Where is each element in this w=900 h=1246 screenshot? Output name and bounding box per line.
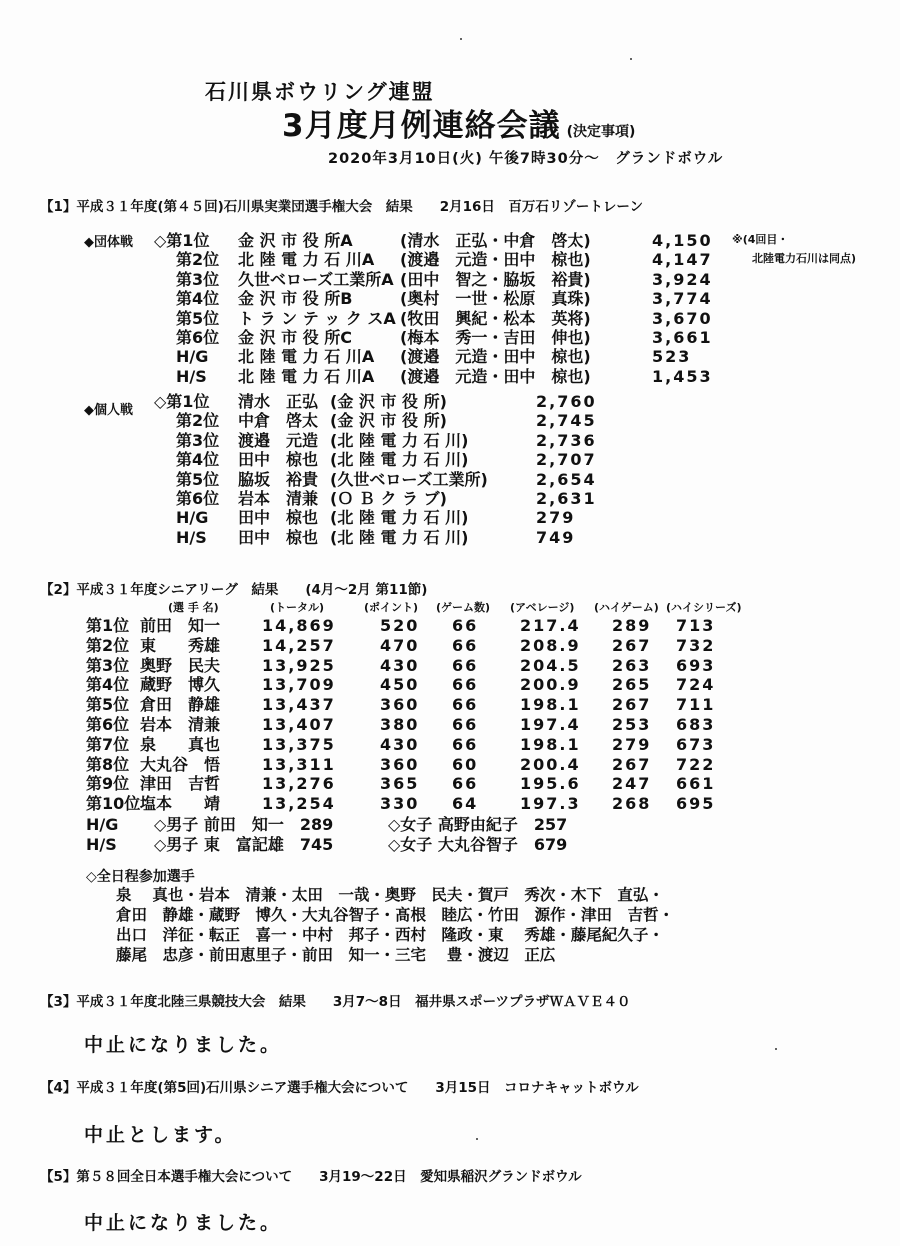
individual-team: (久世ベローズ工業所) — [330, 469, 488, 489]
team-name: 金 沢 市 役 所A — [238, 231, 353, 250]
league-points: 360 — [380, 695, 420, 715]
team-row — [154, 328, 734, 348]
league-column-header: (ハイシリーズ) — [666, 601, 742, 614]
league-player: 倉田 静雄 — [140, 695, 221, 715]
league-total: 13,276 — [262, 774, 336, 794]
individual-score: 2,631 — [536, 489, 597, 508]
participants-line-2: 倉田 静雄・蔵野 博久・大丸谷智子・髙根 睦広・竹田 源作・津田 吉哲・ — [116, 906, 675, 924]
section-3-body: 中止になりました。 — [84, 1034, 283, 1056]
league-rank: 第6位 — [86, 715, 130, 734]
section-5-heading: 【5】第５８回全日本選手権大会について 3月19～22日 愛知県稲沢グランドボウル — [40, 1169, 582, 1185]
individual-team: (北 陸 電 力 石 川) — [330, 450, 469, 470]
individual-row — [154, 470, 634, 490]
individual-row — [154, 392, 634, 412]
scan-speck — [476, 1138, 478, 1140]
league-total: 13,311 — [262, 754, 336, 774]
league-games: 66 — [452, 635, 479, 655]
league-total: 13,407 — [262, 715, 336, 734]
participants-line-3: 出口 洋征・転正 喜一・中村 邦子・西村 隆政・東 秀雄・藤尾紀久子・ — [116, 926, 664, 944]
league-high-game: 289 — [612, 616, 652, 635]
league-high-series: 713 — [676, 616, 716, 635]
team-members: (梅本 秀一・吉田 伸也) — [400, 328, 591, 347]
team-row — [154, 367, 734, 387]
league-player: 津田 吉哲 — [140, 774, 221, 794]
league-points: 360 — [380, 754, 420, 774]
league-rank: 第1位 — [86, 616, 130, 635]
league-row — [86, 774, 766, 794]
individual-name: 田中 椋也 — [238, 450, 319, 470]
individual-team: (北 陸 電 力 石 川) — [330, 508, 469, 528]
individual-rank: ◇第1位 — [154, 392, 210, 411]
league-high-series: 683 — [676, 715, 716, 734]
league-games: 64 — [452, 794, 479, 814]
team-members: (田中 智之・脇坂 裕貴) — [400, 269, 591, 289]
league-rank: 第3位 — [86, 655, 130, 675]
tie-note-1: ※(4回目・ — [732, 233, 789, 246]
team-score: 3,661 — [652, 328, 713, 347]
league-column-header: (アベレージ) — [510, 601, 575, 614]
league-points: 470 — [380, 635, 420, 655]
league-games: 66 — [452, 774, 479, 794]
team-name: 金 沢 市 役 所C — [238, 328, 353, 347]
team-score: 4,150 — [652, 231, 713, 250]
individual-team: (北 陸 電 力 石 川) — [330, 430, 469, 450]
document-title — [282, 100, 635, 145]
org-name: 石川県ボウリング連盟 — [205, 80, 435, 104]
league-total: 13,925 — [262, 655, 336, 675]
league-average: 198.1 — [520, 695, 581, 715]
team-rank: 第6位 — [176, 328, 220, 347]
team-members: (渡邉 元造・田中 椋也) — [400, 366, 591, 386]
individual-name: 田中 椋也 — [238, 508, 319, 528]
individual-name: 脇坂 裕貴 — [238, 469, 319, 489]
league-high-series: 724 — [676, 675, 716, 695]
individual-row — [154, 508, 634, 528]
individual-score: 2,654 — [536, 469, 597, 489]
league-high-game: 279 — [612, 734, 652, 754]
league-high-series: 711 — [676, 695, 716, 715]
league-average: 198.1 — [520, 734, 581, 754]
team-score: 523 — [652, 347, 692, 367]
league-high-series: 673 — [676, 734, 716, 754]
team-name: 久世ベローズ工業所A — [238, 269, 394, 289]
team-row — [154, 250, 734, 270]
team-row — [154, 231, 734, 251]
individual-rank: 第3位 — [176, 430, 220, 450]
individual-name: 清水 正弘 — [238, 392, 319, 411]
individual-row — [154, 411, 634, 431]
individual-row — [154, 431, 634, 451]
individual-score: 749 — [536, 527, 576, 547]
hg-female: ◇女子 高野由紀子 257 — [388, 815, 568, 834]
league-row — [86, 636, 766, 656]
league-points: 365 — [380, 774, 420, 794]
individual-team: (金 沢 市 役 所) — [330, 392, 447, 411]
team-name: 北 陸 電 力 石 川A — [238, 250, 375, 270]
league-average: 208.9 — [520, 635, 581, 655]
league-row — [86, 616, 766, 636]
league-player: 岩本 清兼 — [140, 715, 221, 734]
individual-team: (Ｏ Ｂ ク ラ ブ) — [330, 489, 447, 508]
team-rank: 第3位 — [176, 269, 220, 289]
team-score: 4,147 — [652, 250, 713, 270]
team-row — [154, 309, 734, 329]
individual-rank: H/S — [176, 527, 207, 547]
team-members: (奥村 一世・松原 真珠) — [400, 289, 591, 309]
league-games: 66 — [452, 616, 479, 635]
league-high-series: 661 — [676, 774, 716, 794]
team-rank: 第4位 — [176, 289, 220, 309]
league-total: 13,375 — [262, 734, 336, 754]
league-column-header: (トータル) — [270, 601, 325, 614]
league-column-header: (ハイゲーム) — [594, 601, 659, 614]
league-row — [86, 794, 766, 814]
individual-row — [154, 489, 634, 509]
league-rank: 第9位 — [86, 774, 130, 794]
section-2-heading: 【2】平成３１年度シニアリーグ 結果 (4月～2月 第11節) — [40, 582, 428, 598]
team-row — [154, 270, 734, 290]
league-average: 204.5 — [520, 655, 581, 675]
league-row — [86, 675, 766, 695]
league-player: 蔵野 博久 — [140, 675, 221, 695]
title-text: 3月度月例連絡会議 — [282, 108, 561, 144]
league-row — [86, 656, 766, 676]
league-row — [86, 695, 766, 715]
league-points: 430 — [380, 734, 420, 754]
individual-row — [154, 450, 634, 470]
individual-score: 2,707 — [536, 450, 597, 470]
hs-male: ◇男子 東 富記雄 745 — [154, 835, 334, 854]
league-total: 13,437 — [262, 695, 336, 715]
league-row — [86, 755, 766, 775]
league-player: 奥野 民夫 — [140, 655, 221, 675]
league-points: 380 — [380, 715, 420, 734]
individual-rank: 第5位 — [176, 469, 220, 489]
team-score: 3,924 — [652, 269, 713, 289]
hs-label: H/S — [86, 835, 117, 854]
individual-rank: H/G — [176, 508, 209, 528]
league-high-game: 267 — [612, 635, 652, 655]
individual-label: ◆個人戦 — [84, 403, 133, 418]
team-rank: 第2位 — [176, 250, 220, 270]
league-high-game: 247 — [612, 774, 652, 794]
team-score: 3,774 — [652, 289, 713, 309]
title-note: (決定事項) — [566, 124, 636, 140]
league-average: 195.6 — [520, 774, 581, 794]
league-high-game: 265 — [612, 675, 652, 695]
section-4-body: 中止とします。 — [84, 1124, 237, 1146]
individual-rank: 第6位 — [176, 489, 220, 508]
league-rank: 第5位 — [86, 695, 130, 715]
individual-team: (金 沢 市 役 所) — [330, 411, 447, 431]
league-high-series: 732 — [676, 635, 716, 655]
league-hs-row — [86, 835, 786, 855]
participants-line-4: 藤尾 忠彦・前田恵里子・前田 知一・三宅 豊・渡辺 正広 — [116, 946, 556, 964]
individual-row — [154, 528, 634, 548]
team-name: ト ラ ン テ ッ ク スA — [238, 308, 396, 328]
league-column-header: (ゲーム数) — [436, 601, 491, 614]
full-participants-label: ◇全日程参加選手 — [86, 869, 195, 885]
section-3-heading: 【3】平成３１年度北陸三県競技大会 結果 3月7～8日 福井県スポーツプラザＷＡＶＥ４０ — [40, 994, 631, 1010]
league-games: 60 — [452, 754, 479, 774]
individual-rank: 第2位 — [176, 411, 220, 431]
team-row — [154, 289, 734, 309]
league-games: 66 — [452, 715, 479, 734]
league-player: 大丸谷 悟 — [140, 754, 221, 774]
section-1-heading: 【1】平成３１年度(第４５回)石川県実業団選手権大会 結果 2月16日 百万石リゾートレーン — [40, 199, 644, 215]
individual-name: 田中 椋也 — [238, 527, 319, 547]
scan-speck — [775, 1048, 777, 1050]
team-rank: H/G — [176, 347, 209, 367]
section-5-body: 中止になりました。 — [84, 1212, 283, 1234]
individual-name: 岩本 清兼 — [238, 489, 319, 508]
individual-name: 中倉 啓太 — [238, 411, 319, 431]
league-games: 66 — [452, 695, 479, 715]
league-high-game: 263 — [612, 655, 652, 675]
league-hg-row — [86, 815, 786, 835]
scan-speck — [460, 38, 462, 40]
league-games: 66 — [452, 675, 479, 695]
league-average: 197.3 — [520, 794, 581, 814]
league-high-game: 267 — [612, 754, 652, 774]
league-player: 東 秀雄 — [140, 635, 221, 655]
league-rank: 第7位 — [86, 734, 130, 754]
league-row — [86, 735, 766, 755]
team-name: 金 沢 市 役 所B — [238, 289, 353, 309]
league-points: 330 — [380, 794, 420, 814]
league-row — [86, 715, 766, 735]
team-name: 北 陸 電 力 石 川A — [238, 366, 375, 386]
league-rank: 第8位 — [86, 754, 130, 774]
individual-rank: 第4位 — [176, 450, 220, 470]
team-members: (清水 正弘・中倉 啓太) — [400, 231, 591, 250]
league-column-header: (選 手 名) — [168, 601, 219, 614]
individual-score: 2,736 — [536, 430, 597, 450]
league-average: 200.9 — [520, 675, 581, 695]
league-rank: 第4位 — [86, 675, 130, 695]
individual-score: 2,760 — [536, 392, 597, 411]
league-rank: 第2位 — [86, 635, 130, 655]
league-player: 泉 真也 — [140, 734, 221, 754]
meeting-datetime: 2020年3月10日(火) 午後7時30分～ グランドボウル — [328, 151, 724, 167]
league-games: 66 — [452, 655, 479, 675]
team-members: (牧田 興紀・松本 英将) — [400, 308, 591, 328]
hg-label: H/G — [86, 815, 119, 834]
full-participants-list — [116, 885, 674, 965]
individual-score: 279 — [536, 508, 576, 528]
hs-female: ◇女子 大丸谷智子 679 — [388, 835, 568, 854]
section-4-heading: 【4】平成３１年度(第5回)石川県シニア選手権大会について 3月15日 コロナキャットボウル — [40, 1080, 639, 1096]
team-label: ◆団体戦 — [84, 235, 133, 250]
team-rank: H/S — [176, 366, 207, 386]
league-average: 217.4 — [520, 616, 581, 635]
scan-speck — [630, 58, 632, 60]
league-total: 14,257 — [262, 635, 336, 655]
league-high-game: 268 — [612, 794, 652, 814]
team-members: (渡邉 元造・田中 椋也) — [400, 250, 591, 270]
league-games: 66 — [452, 734, 479, 754]
league-average: 200.4 — [520, 754, 581, 774]
league-points: 430 — [380, 655, 420, 675]
tie-note-2: 北陸電力石川は同点) — [752, 252, 857, 265]
league-total: 13,254 — [262, 794, 336, 814]
league-column-header: (ポイント) — [364, 601, 419, 614]
team-rank: 第5位 — [176, 308, 220, 328]
league-high-series: 695 — [676, 794, 716, 814]
league-points: 450 — [380, 675, 420, 695]
league-total: 13,709 — [262, 675, 336, 695]
individual-name: 渡邉 元造 — [238, 430, 319, 450]
team-row — [154, 347, 734, 367]
individual-score: 2,745 — [536, 411, 597, 431]
league-high-series: 722 — [676, 754, 716, 774]
league-points: 520 — [380, 616, 420, 635]
hg-male: ◇男子 前田 知一 289 — [154, 815, 334, 834]
league-player: 塩本 靖 — [140, 794, 221, 814]
league-high-series: 693 — [676, 655, 716, 675]
team-rank: ◇第1位 — [154, 231, 210, 250]
team-members: (渡邉 元造・田中 椋也) — [400, 347, 591, 367]
team-name: 北 陸 電 力 石 川A — [238, 347, 375, 367]
league-player: 前田 知一 — [140, 616, 221, 635]
league-high-game: 253 — [612, 715, 652, 734]
participants-line-1: 泉 真也・岩本 清兼・太田 一哉・奥野 民夫・賀戸 秀次・木下 直弘・ — [116, 886, 664, 904]
team-score: 3,670 — [652, 308, 713, 328]
team-score: 1,453 — [652, 366, 713, 386]
individual-team: (北 陸 電 力 石 川) — [330, 527, 469, 547]
league-high-game: 267 — [612, 695, 652, 715]
league-total: 14,869 — [262, 616, 336, 635]
league-average: 197.4 — [520, 715, 581, 734]
league-rank: 第10位 — [86, 794, 141, 814]
